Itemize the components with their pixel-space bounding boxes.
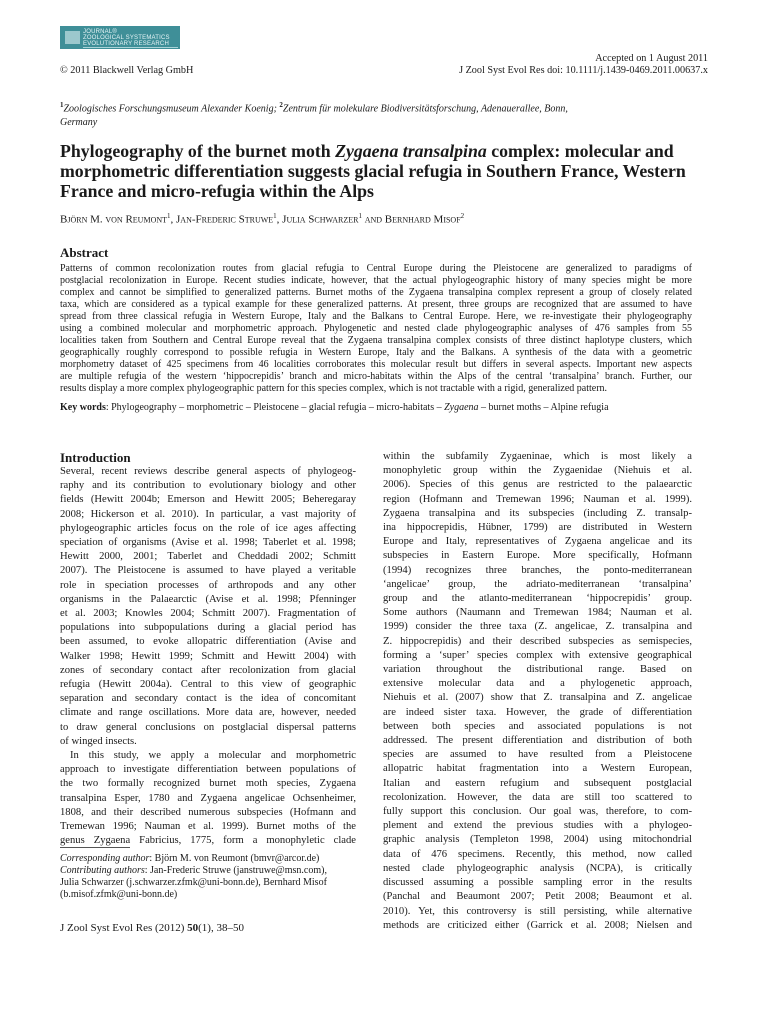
keywords xyxy=(60,402,609,414)
title-line-2: morphometric differentiation suggests glacial refugia in Southern France, Western xyxy=(60,161,686,181)
abstract-line: postglacial recolonization in Europe. Recent studies indicate, however, that the actual phylogeographic history of many species might be more xyxy=(60,275,692,287)
author-2: Jan-Frederic Struwe xyxy=(176,213,274,226)
citation-journal: J Zool Syst Evol Res (2012) xyxy=(60,922,188,934)
author-1: Björn M. von Reumont xyxy=(60,213,168,226)
affiliation-country: Germany xyxy=(60,117,98,129)
intro-right-line: monophyletic group within the Zygaenidae (Niehuis et al. xyxy=(383,465,692,477)
intro-right-line: Z. hippocrepidis) and their described subspecies as semispecies, xyxy=(383,635,692,647)
intro-right-line: forming a ‘super’ species complex with extensive geographical xyxy=(383,649,692,661)
intro-left-line: et al. 2003; Knowles 2004; Schmitt 2007). Fragmentation of xyxy=(60,608,356,620)
intro-right-line: between both species and associated populations is not xyxy=(383,720,692,732)
intro-right-line: ‘angelicae’ group, the adriato-mediterranean ‘transalpina’ xyxy=(383,578,692,590)
aff-sup-1: 1 xyxy=(60,101,64,109)
intro-right-line: within the subfamily Zygaeninae, which is most likely a xyxy=(383,451,692,462)
intro-left-line: organisms in the Palaearctic (Avise et al. 1998; Pfenninger xyxy=(60,593,356,605)
title-species: Zygaena transalpina xyxy=(335,141,487,161)
abstract-line: using a combined molecular and morphometric approach. Phylogenetic and nested clade phylogeographic analyses of 476 samples from 55 xyxy=(60,323,692,335)
journal-logo xyxy=(60,26,180,49)
author-sep: , xyxy=(170,213,177,226)
contrib-text: : Jan-Frederic Struwe (janstruwe@msn.com), xyxy=(144,865,327,876)
author-3: Julia Schwarzer xyxy=(282,213,359,226)
author-sep: , xyxy=(276,213,283,226)
intro-left-line: Tremewan 1996; Nauman et al. 1999). Burnet moths of the xyxy=(60,821,356,833)
aff-sup-2: 2 xyxy=(279,101,283,109)
citation-volume: 50 xyxy=(187,922,199,934)
author-list xyxy=(60,209,464,227)
intro-right-line: variation throughout the distributional range. Based on xyxy=(383,664,692,676)
intro-right-line: subspecies in Eastern Europe. More specifically, Hofmann xyxy=(383,550,692,562)
intro-right-line: Niehuis et al. (2007) show that Z. transalpina and Z. angelicae xyxy=(383,692,692,704)
intro-right-line: region (Hofmann and Tremewan 1996; Nauman et al. 1999). xyxy=(383,493,692,505)
intro-right-line: (1994) recognizes three branches, the ponto-mediterranean xyxy=(383,564,692,576)
intro-right-line: Zygaena transalpina and its subspecies (including Z. transalp- xyxy=(383,507,692,519)
author-1-sup: 1 xyxy=(167,212,171,220)
intro-left-line: been assumed, to evoke allopatric differentiation (Avise and xyxy=(60,636,356,648)
intro-left-line: genus Zygaena Fabricius, 1775, form a monophyletic clade xyxy=(60,835,356,847)
intro-left-column xyxy=(60,465,356,848)
intro-left-line: raphy and its contribution to evolutionary biology and other xyxy=(60,480,356,492)
intro-right-line: (Panchal and Beaumont 2007; Petit 2008; Beaumont et al. xyxy=(383,891,692,903)
title-part-1: Phylogeography of the burnet moth xyxy=(60,141,336,161)
abstract-line: spread from three classical refugia in Western Europe, Italy and the Balkans to Central Europe. Here, we re-investigate their phylogeography xyxy=(60,311,692,323)
title-part-2: complex: molecular and xyxy=(486,141,674,161)
intro-right-line: Italian and eastern refugium and subsequent postglacial xyxy=(383,777,692,789)
intro-left-line: role in speciation processes of arthropods and any other xyxy=(60,579,356,591)
correspondence-block xyxy=(60,853,356,901)
abstract-line: are multiple refugia of the western ‘hippocrepidis’ branch and micro-habitats within the Alps of the central ‘transalpina’ branch. Further, our xyxy=(60,371,692,383)
intro-left-line: 2007). The Pleistocene is assumed to have played a veritable xyxy=(60,565,356,577)
citation-issue-pages: (1), 38–50 xyxy=(198,922,244,934)
footnote-rule xyxy=(60,847,130,848)
intro-left-line: approach to investigate differentiation between populations of xyxy=(60,764,356,776)
intro-right-line: data of 476 specimens. Recently, this method, now called xyxy=(383,848,692,860)
abstract-line: geographically roughly correspond to possible refugia in Western Europe, Italy and the Balkans. A synthesis of the data with a geometric xyxy=(60,347,692,359)
abstract-heading: Abstract xyxy=(60,245,109,260)
intro-right-line: are indeed sister taxa. However, the grade of differentiation xyxy=(383,706,692,718)
intro-right-line: addressed. The present differentiation and distribution of both xyxy=(383,735,692,747)
intro-right-line: graphic analysis (Templeton 1998, 2004) using mitochondrial xyxy=(383,834,692,846)
intro-left-line: the two formally recognized burnet moth species, Zygaena xyxy=(60,778,356,790)
keywords-text: : Phylogeography – morphometric – Pleistocene – glacial refugia – micro-habitats – xyxy=(105,402,445,413)
introduction-heading: Introduction xyxy=(60,450,131,465)
intro-right-line: 2010). Yet, this controversy is still persisting, while alternative xyxy=(383,905,692,917)
intro-left-line: to draw general conclusions on postglacial dispersal patterns xyxy=(60,721,356,733)
abstract-line: localities taken from Southern and Central Europe reveal that the Zygaena transalpina complex consists of three distinct haplotype clusters, which xyxy=(60,335,692,347)
keywords-text-2: – burnet moths – Alpine refugia xyxy=(478,402,609,413)
intro-right-line: methods are criticized either (Garrick et al. 2008; Nielsen and xyxy=(383,919,692,931)
intro-right-line: species are assumed to have resulted from a Pleistocene xyxy=(383,749,692,761)
intro-left-line: In this study, we apply a molecular and morphometric xyxy=(70,750,356,762)
intro-right-line: group and the atlanto-mediterranean ‘hippocrepidis’ group. xyxy=(383,593,692,605)
intro-right-line: nested clade phylogeographic analysis (NCPA), is critically xyxy=(383,862,692,874)
author-2-sup: 1 xyxy=(273,212,277,220)
intro-left-line: climate and range oscillations. More data are, however, needed xyxy=(60,707,356,719)
contrib-line-4: (b.misof.zfmk@uni-bonn.de) xyxy=(60,889,178,900)
accepted-date: Accepted on 1 August 2011 xyxy=(595,53,708,64)
intro-right-line: fully support this conclusion. Our goal was, therefore, to com- xyxy=(383,806,692,818)
affiliations xyxy=(60,98,710,130)
intro-right-line: Europe and Italy, representatives of Zygaena angelicae and its xyxy=(383,536,692,548)
contrib-label: Contributing authors xyxy=(60,865,145,876)
abstract-line: Patterns of common recolonization routes from glacial refugia to Central Europe during the Pleistocene are generalized to paradigms of xyxy=(60,263,692,274)
doi-line: J Zool Syst Evol Res doi: 10.1111/j.1439-0469.2011.00637.x xyxy=(459,65,708,76)
intro-right-line: recolonization. However, the data are still too scattered to xyxy=(383,791,692,803)
affiliation-1: Zoologisches Forschungsmuseum Alexander Koenig; xyxy=(63,103,280,115)
intro-left-line: populations into subpopulations during a glacial period has xyxy=(60,622,356,634)
intro-left-line: speciation of organisms (Avise et al. 1998; Taberlet et al. 1998; xyxy=(60,537,356,549)
logo-mark xyxy=(65,31,80,44)
intro-left-line: transalpina Esper, 1780 and Zygaena angelicae Ochsenheimer, xyxy=(60,792,356,804)
intro-left-line: Hewitt 2000, 2001; Taberlet and Cheddadi 2002; Schmitt xyxy=(60,551,356,563)
intro-right-line: plement and extend the previous studies with a phylogeo- xyxy=(383,820,692,832)
intro-right-line: Some authors (Naumann and Tremewan 1984; Nauman et al. xyxy=(383,607,692,619)
title-line-3: France and micro-refugia within the Alps xyxy=(60,181,374,201)
keywords-label: Key words xyxy=(60,402,106,413)
journal-citation xyxy=(60,922,244,935)
intro-right-line: ina hippocrepidis, Hübner, 1799) are distributed in Western xyxy=(383,522,692,534)
author-3-sup: 1 xyxy=(358,212,362,220)
abstract-body xyxy=(60,263,692,396)
corr-text: : Björn M. von Reumont (bmvr@arcor.de) xyxy=(149,853,320,864)
intro-right-line: extensive molecular data and a phylogenetic approach, xyxy=(383,678,692,690)
abstract-line: results display a more complex phylogeographic pattern for this species complex, which is not tractable with a rigid, generalized pattern. xyxy=(60,383,608,395)
author-4: Bernhard Misof xyxy=(384,213,461,226)
intro-left-line: phylogeographic articles focus on the role of ice ages affecting xyxy=(60,522,356,534)
author-and: and xyxy=(361,213,385,226)
intro-right-line: 2006). Species of this genus are restricted to the palaearctic xyxy=(383,479,692,491)
paper-title xyxy=(60,141,720,201)
intro-left-line: separation and secondary contact is the idea of concomitant xyxy=(60,693,356,705)
abstract-line: taxa, which are considered as a typical example for these generalized patterns. At present, three groups are recognized that are assumed to have xyxy=(60,299,692,311)
intro-right-line: allopatric habitat fragmentation into a Western European, xyxy=(383,763,692,775)
affiliation-2: Zentrum für molekulare Biodiversitätsforschung, Adenauerallee, Bonn, xyxy=(282,103,568,115)
logo-line-1: JOURNAL® xyxy=(83,29,118,35)
author-4-sup: 2 xyxy=(460,212,465,220)
abstract-line: morphometry dataset of 425 specimens from 46 localities corroborates this molecular result but differs in several aspects. Important new aspects xyxy=(60,359,692,371)
intro-left-line: of winged insects. xyxy=(60,735,137,747)
intro-left-line: refugia (Hewitt 2004a). Central to this view of geographic xyxy=(60,679,356,691)
intro-left-line: Several, recent reviews describe general aspects of phylogeog- xyxy=(60,466,356,477)
copyright-notice: © 2011 Blackwell Verlag GmbH xyxy=(60,65,194,76)
corr-label: Corresponding author xyxy=(60,853,150,864)
logo-line-3: EVOLUTIONARY RESEARCH xyxy=(83,41,169,47)
logo-line-2: ZOOLOGICAL SYSTEMATICS xyxy=(83,35,170,41)
intro-right-line: discussed assuming a possible sampling error in the results xyxy=(383,877,692,889)
abstract-line: complex and cannot be simplified to generalized patterns. Burnet moths of the Zygaena transalpina complex represent a group of closely related xyxy=(60,287,692,299)
logo-rule xyxy=(83,47,178,48)
intro-left-line: fields (Hewitt 2004b; Emerson and Hewitt 2005; Beheregaray xyxy=(60,494,356,506)
intro-right-column xyxy=(383,450,692,933)
intro-left-line: zones of secondary contact after recolonization from glacial xyxy=(60,664,356,676)
intro-left-line: 2008; Hickerson et al. 2010). In particular, a vast majority of xyxy=(60,508,356,520)
intro-left-line: Walker 1998; Hewitt 1999; Schmitt and Hewitt 2004) with xyxy=(60,650,356,662)
intro-left-line: 1808, and their described numerous subspecies (Hofmann and xyxy=(60,806,356,818)
intro-right-line: 1999) consider the three taxa (Z. angelicae, Z. transalpina and xyxy=(383,621,692,633)
keywords-genus: Zygaena xyxy=(444,402,479,413)
contrib-line-3: Julia Schwarzer (j.schwarzer.zfmk@uni-bonn.de), Bernhard Misof xyxy=(60,877,327,888)
